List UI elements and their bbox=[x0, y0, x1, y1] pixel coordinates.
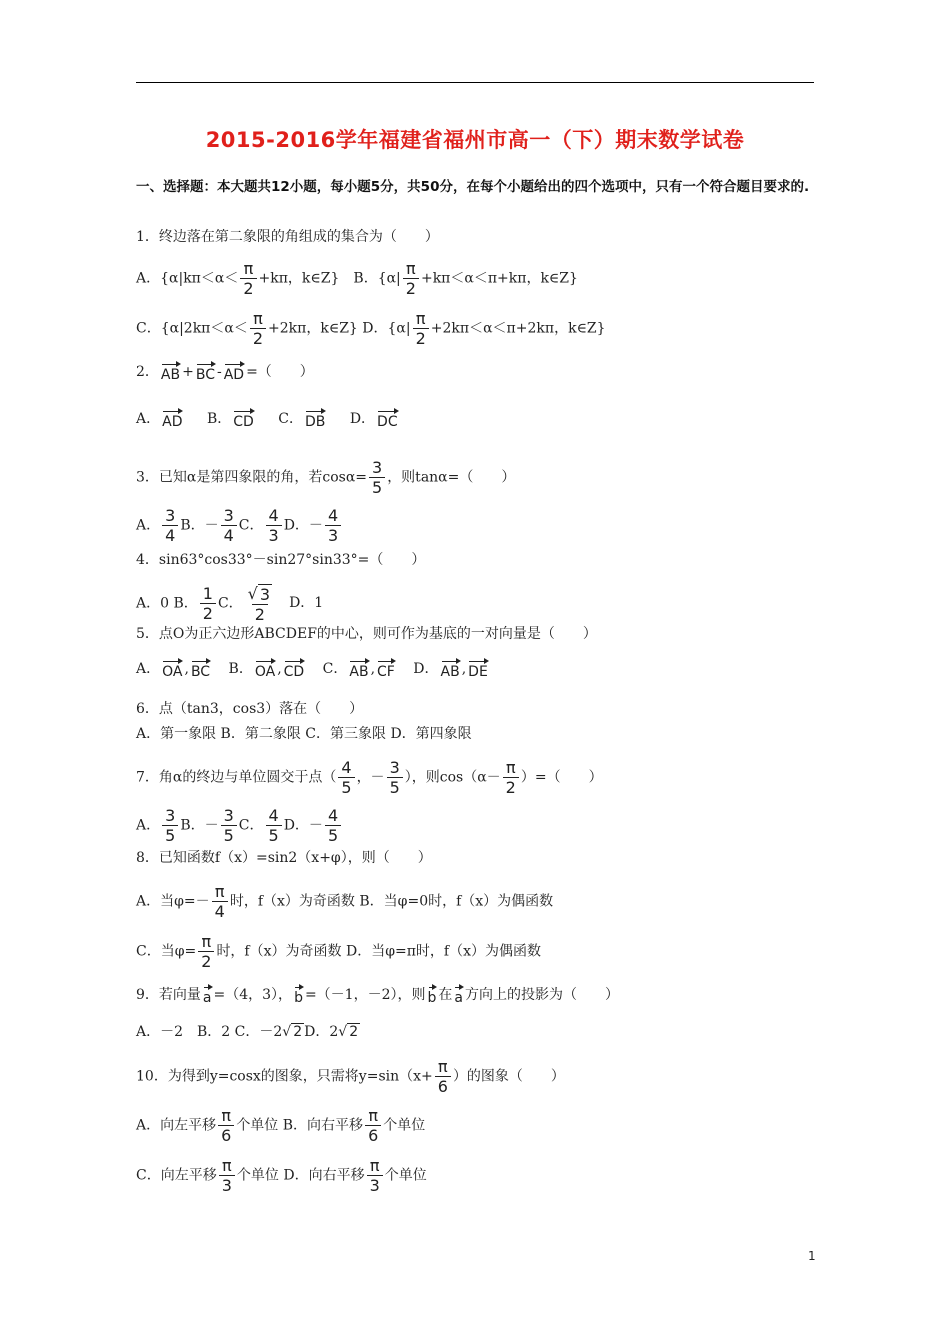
sqrt: √ 2 bbox=[338, 1024, 359, 1040]
q1-c-text: C．{α|2kπ＜α＜ bbox=[136, 320, 248, 337]
header-rule bbox=[136, 82, 814, 83]
fraction: $\frac{4}{5}$ bbox=[338, 758, 354, 797]
vector: BC bbox=[196, 362, 215, 383]
q4-options: A．0 B． $\frac{1}{2}$ C． $\frac{√ 3}{2}$ D．1 bbox=[136, 583, 324, 624]
q7-stem: 7．角α的终边与单位圆交于点（ $\frac{4}{5}$ ，－ $\frac{3}{5}$ ），则cos（α－ $\frac{\pi}{2}$ ）=（ ） bbox=[136, 758, 603, 797]
vector: CD bbox=[284, 659, 305, 680]
vector: AB bbox=[161, 362, 180, 383]
q1-d-text: +2kπ，k∈Z} D．{α| bbox=[268, 320, 411, 337]
fraction: $\frac{4}{5}$ bbox=[325, 806, 341, 845]
vector: OA bbox=[255, 659, 275, 680]
section-heading: 一、选择题：本大题共12小题，每小题5分，共50分，在每个小题给出的四个选项中，只有一个符合题目要求的. bbox=[136, 179, 810, 195]
q7-options: A． $\frac{3}{5}$ B．－ $\frac{3}{5}$ C． $\frac{4}{5}$ D．－ $\frac{4}{5}$ bbox=[136, 806, 343, 832]
q8-stem: 8．已知函数f（x）=sin2（x+φ），则（ ） bbox=[136, 850, 432, 866]
sqrt: √ 2 bbox=[282, 1024, 303, 1040]
vector: DE bbox=[468, 659, 488, 680]
q5-options: A． OA , BC B． OA , CD C． AB , CF D． AB , DE bbox=[136, 656, 490, 682]
q1-a-text: A．{α|kπ＜α＜ bbox=[136, 270, 239, 287]
fraction: $\frac{3}{4}$ bbox=[162, 506, 178, 545]
vector: a bbox=[203, 985, 212, 1006]
q10-options-ab: A．向左平移 $\frac{\pi}{6}$ 个单位 B．向右平移 $\frac{\pi}{6}$ 个单位 bbox=[136, 1106, 426, 1145]
vector: AB bbox=[441, 659, 460, 680]
vector: b bbox=[428, 985, 437, 1006]
vector: AB bbox=[349, 659, 368, 680]
vector: CD bbox=[233, 409, 254, 430]
q2-stem: 2． AB + BC - AD =（ ） bbox=[136, 359, 314, 385]
q6-stem: 6．点（tan3，cos3）落在（ ） bbox=[136, 701, 364, 717]
q1-options-ab bbox=[136, 259, 578, 298]
q3-options: A． $\frac{3}{4}$ B．－ $\frac{3}{4}$ C． $\frac{4}{3}$ D．－ $\frac{4}{3}$ bbox=[136, 506, 343, 532]
fraction: $\frac{\pi}{3}$ bbox=[367, 1156, 383, 1195]
fraction: $\frac{\pi}{2}$ bbox=[198, 932, 214, 971]
q10-options-cd: C．向左平移 $\frac{\pi}{3}$ 个单位 D．向右平移 $\frac{\pi}{3}$ 个单位 bbox=[136, 1156, 427, 1195]
q9-options: A．－2 B．2 C．－2√ 2 D．2√ 2 bbox=[136, 1024, 359, 1040]
vector: DC bbox=[377, 409, 398, 430]
fraction: $\frac{3}{4}$ bbox=[221, 506, 237, 545]
vector: AD bbox=[224, 362, 244, 383]
vector: AD bbox=[162, 409, 182, 430]
vector: DB bbox=[305, 409, 325, 430]
fraction: $\frac{\pi}{2}$ bbox=[413, 309, 429, 348]
vector: OA bbox=[162, 659, 182, 680]
q8-options-ab: A．当φ=－ $\frac{\pi}{4}$ 时，f（x）为奇函数 B．当φ=0时，f（x）为偶函数 bbox=[136, 882, 554, 921]
q10-stem: 10．为得到y=cosx的图象，只需将y=sin（x+ $\frac{\pi}{6}$ ）的图象（ ） bbox=[136, 1057, 565, 1096]
q5-stem: 5．点O为正六边形ABCDEF的中心，则可作为基底的一对向量是（ ） bbox=[136, 626, 597, 642]
fraction: $\frac{\pi}{2}$ bbox=[250, 309, 266, 348]
q6-options: A．第一象限 B．第二象限 C．第三象限 D．第四象限 bbox=[136, 726, 472, 742]
fraction: $\frac{\pi}{2}$ bbox=[503, 758, 519, 797]
q1-stem: 1．终边落在第二象限的角组成的集合为（ ） bbox=[136, 229, 439, 245]
page-number: 1 bbox=[808, 1249, 816, 1263]
fraction: $\frac{3}{5}$ bbox=[221, 806, 237, 845]
fraction: $\frac{\pi}{6}$ bbox=[435, 1057, 451, 1096]
fraction: $\frac{1}{2}$ bbox=[200, 584, 216, 623]
q3-stem: 3．已知α是第四象限的角，若cosα= $\frac{3}{5}$ ，则tanα=（ ） bbox=[136, 458, 516, 497]
q1-d-tail: +2kπ＜α＜π+2kπ，k∈Z} bbox=[430, 320, 606, 337]
fraction: $\frac{3}{5}$ bbox=[387, 758, 403, 797]
fraction: $\frac{\pi}{6}$ bbox=[365, 1106, 381, 1145]
fraction: $\frac{4}{5}$ bbox=[266, 806, 282, 845]
fraction: $\frac{\pi}{6}$ bbox=[218, 1106, 234, 1145]
sqrt: √ 3 bbox=[247, 583, 271, 604]
vector: BC bbox=[191, 659, 210, 680]
fraction: $\frac{\pi}{2}$ bbox=[403, 259, 419, 298]
fraction: $\frac{\pi}{2}$ bbox=[240, 259, 256, 298]
q1-b-text: +kπ，k∈Z} B．{α| bbox=[258, 270, 401, 287]
fraction: $\frac{\pi}{4}$ bbox=[212, 882, 228, 921]
vector: a bbox=[454, 985, 463, 1006]
q8-options-cd: C．当φ= $\frac{\pi}{2}$ 时，f（x）为奇函数 D．当φ=π时，f（x）为偶函数 bbox=[136, 932, 541, 971]
q9-stem: 9．若向量 a =（4，3）， b =（－1，－2），则 b 在 a 方向上的投影为（ ） bbox=[136, 982, 619, 1008]
page-title: 2015-2016学年福建省福州市高一（下）期末数学试卷 bbox=[205, 128, 745, 152]
fraction: $\frac{3}{5}$ bbox=[369, 458, 385, 497]
fraction: $\frac{√ 3}{2}$ bbox=[247, 583, 271, 624]
fraction: $\frac{\pi}{3}$ bbox=[219, 1156, 235, 1195]
fraction: $\frac{4}{3}$ bbox=[325, 506, 341, 545]
q2-options: A． AD B． CD C． DB D． DC bbox=[136, 406, 400, 432]
q1-b-tail: +kπ＜α＜π+kπ，k∈Z} bbox=[420, 270, 578, 287]
q1-options-cd bbox=[136, 309, 606, 348]
fraction: $\frac{4}{3}$ bbox=[266, 506, 282, 545]
q4-stem: 4．sin63°cos33°－sin27°sin33°=（ ） bbox=[136, 552, 426, 568]
vector: CF bbox=[377, 659, 395, 680]
vector: b bbox=[294, 985, 303, 1006]
fraction: $\frac{3}{5}$ bbox=[162, 806, 178, 845]
